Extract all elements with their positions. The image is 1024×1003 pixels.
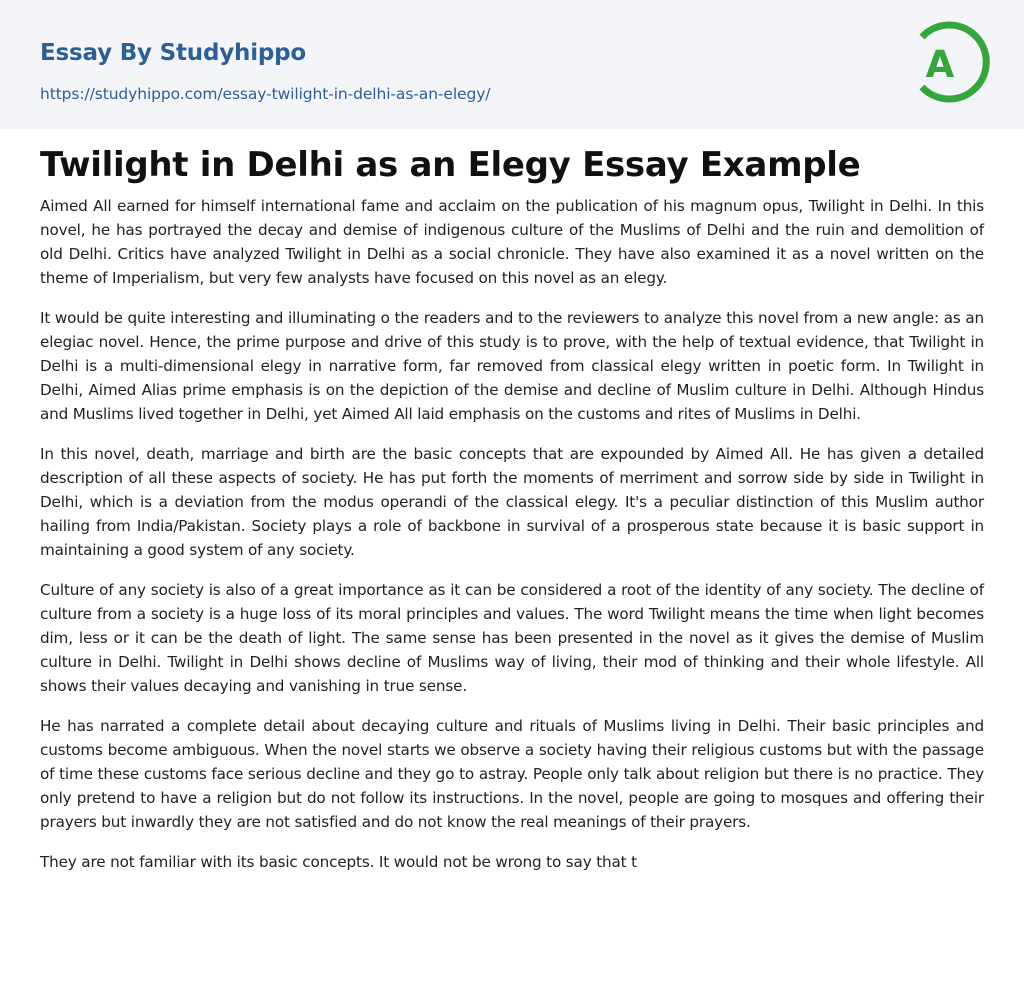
source-url-link[interactable]: https://studyhippo.com/essay-twilight-in-delhi-as-an-elegy/ [40, 85, 491, 103]
essay-paragraph: He has narrated a complete detail about decaying culture and rituals of Muslims living in Delhi. Their basic principles and customs become ambiguous. When the novel starts we observe a society having their religious customs but with the passage of time these customs face serious decline and they go to astray. People only talk about religion but there is no practice. They only pretend to have a religion but do not follow its instructions. In the novel, people are going to mosques and offering their prayers but inwardly they are not satisfied and do not know the real meanings of their prayers. [40, 717, 984, 831]
site-header [0, 0, 1024, 129]
essay-paragraph: Aimed All earned for himself international fame and acclaim on the publication of his magnum opus, Twilight in Delhi. In this novel, he has portrayed the decay and demise of indigenous culture of the Muslims of Delhi and the ruin and demolition of old Delhi. Critics have analyzed Twilight in Delhi as a social chronicle. They have also examined it as a novel written on the theme of Imperialism, but very few analysts have focused on this novel as an elegy. [40, 197, 984, 287]
essay-paragraph-truncated: They are not familiar with its basic concepts. It would not be wrong to say that t [40, 853, 637, 871]
essay-paragraph: It would be quite interesting and illuminating o the readers and to the reviewers to analyze this novel from a new angle: as an elegiac novel. Hence, the prime purpose and drive of this study is to prove, with the help of textual evidence, that Twilight in Delhi is a multi-dimensional elegy in narrative form, far removed from classical elegy written in poetic form. In Twilight in Delhi, Aimed Alias prime emphasis is on the depiction of the demise and decline of Muslim culture in Delhi. Although Hindus and Muslims lived together in Delhi, yet Aimed All laid emphasis on the customs and rites of Muslims in Delhi. [40, 309, 984, 423]
logo-letter: A [925, 43, 955, 86]
essay-body [40, 194, 984, 890]
essay-paragraph: In this novel, death, marriage and birth are the basic concepts that are expounded by Aimed All. He has given a detailed description of all these aspects of society. He has put forth the moments of merriment and sorrow side by side in Twilight in Delhi, which is a deviation from the modus operandi of the classical elegy. It's a peculiar distinction of this Muslim author hailing from India/Pakistan. Society plays a role of backbone in survival of a prosperous state because it is basic support in maintaining a good system of any society. [40, 445, 984, 559]
studyhippo-logo-icon[interactable] [898, 14, 994, 110]
essay-paragraph: Culture of any society is also of a great importance as it can be considered a root of the identity of any society. The decline of culture from a society is a huge loss of its moral principles and values. The word Twilight means the time when light becomes dim, less or it can be the death of light. The same sense has been presented in the novel as it gives the demise of Muslim culture in Delhi. Twilight in Delhi shows decline of Muslims way of living, their mod of thinking and their whole lifestyle. All shows their values decaying and vanishing in true sense. [40, 581, 984, 695]
brand-title[interactable]: Essay By Studyhippo [40, 40, 307, 66]
page-title: Twilight in Delhi as an Elegy Essay Example [40, 145, 861, 185]
